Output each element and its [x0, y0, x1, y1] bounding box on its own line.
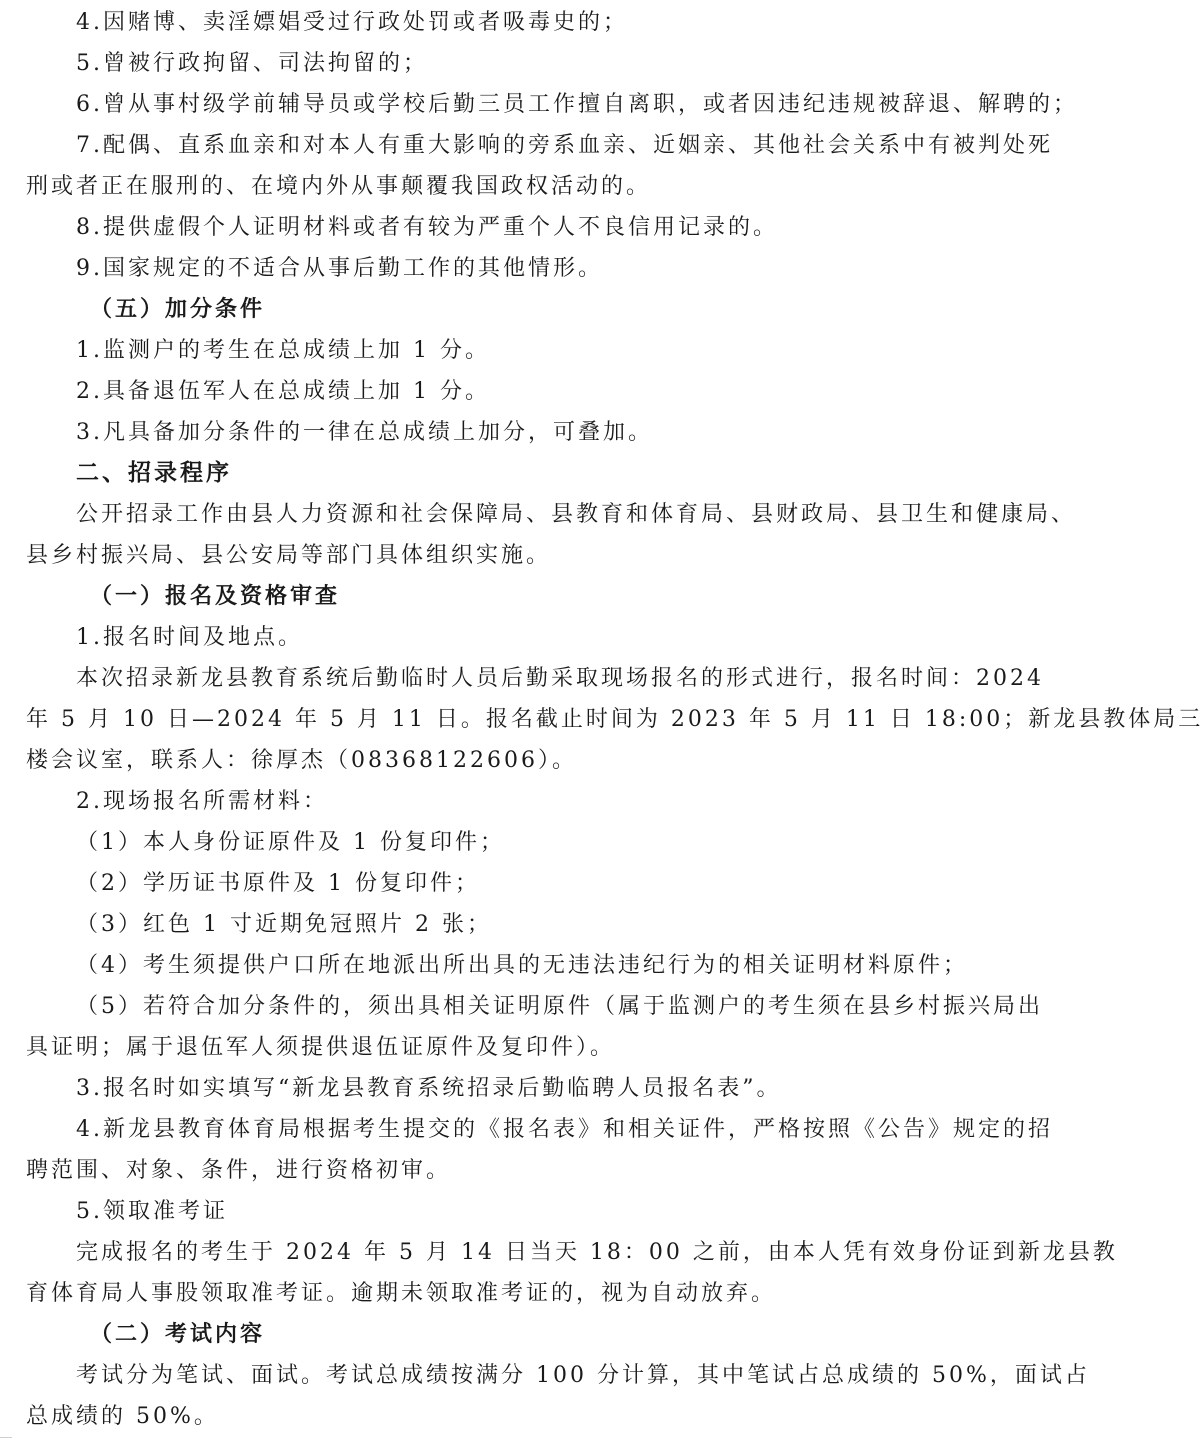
registration-time-line-3: 楼会议室，联系人：徐厚杰（08368122606）。 [26, 748, 577, 773]
registration-item-4-line-1: 4.新龙县教育体育局根据考生提交的《报名表》和相关证件，严格按照《公告》规定的招 [76, 1117, 1053, 1142]
page-edge-mark [0, 1437, 12, 1446]
registration-item-3: 3.报名时如实填写“新龙县教育系统招录后勤临聘人员报名表”。 [76, 1076, 782, 1101]
registration-item-1: 1.报名时间及地点。 [76, 625, 303, 650]
disqualification-item-8: 8.提供虚假个人证明材料或者有较为严重个人不良信用记录的。 [76, 215, 778, 240]
material-2: （2）学历证书原件及 1 份复印件； [76, 871, 480, 896]
exam-content-line-2: 总成绩的 50%。 [26, 1404, 219, 1429]
registration-item-4-line-2: 聘范围、对象、条件，进行资格初审。 [26, 1158, 452, 1183]
bonus-item-1: 1.监测户的考生在总成绩上加 1 分。 [76, 338, 490, 363]
material-3: （3）红色 1 寸近期免冠照片 2 张； [76, 912, 492, 937]
disqualification-item-7-line-2: 刑或者正在服刑的、在境内外从事颠覆我国政权活动的。 [26, 174, 652, 199]
material-5-line-2: 具证明；属于退伍军人须提供退伍证原件及复印件）。 [26, 1035, 616, 1060]
bonus-item-2: 2.具备退伍军人在总成绩上加 1 分。 [76, 379, 490, 404]
subsection-exam-heading: （二）考试内容 [90, 1322, 266, 1347]
material-1: （1）本人身份证原件及 1 份复印件； [76, 830, 505, 855]
disqualification-item-5: 5.曾被行政拘留、司法拘留的； [76, 51, 428, 76]
admission-ticket-line-2: 育体育局人事股领取准考证。逾期未领取准考证的，视为自动放弃。 [26, 1281, 777, 1306]
admission-ticket-line-1: 完成报名的考生于 2024 年 5 月 14 日当天 18：00 之前，由本人凭有效身份证到新龙县教 [76, 1240, 1118, 1265]
registration-item-2: 2.现场报名所需材料： [76, 789, 328, 814]
registration-time-line-1: 本次招录新龙县教育系统后勤临时人员后勤采取现场报名的形式进行，报名时间：2024 [76, 666, 1044, 691]
registration-time-line-2: 年 5 月 10 日—2024 年 5 月 11 日。报名截止时间为 2023 年 5 月 11 日 18:00；新龙县教体局三 [26, 707, 1203, 732]
part-2-intro-line-1: 公开招录工作由县人力资源和社会保障局、县教育和体育局、县财政局、县卫生和健康局、 [76, 502, 1077, 527]
part-2-heading: 二、招录程序 [76, 460, 232, 486]
registration-item-5: 5.领取准考证 [76, 1199, 228, 1224]
material-5-line-1: （5）若符合加分条件的，须出具相关证明原件（属于监测户的考生须在县乡村振兴局出 [76, 994, 1043, 1019]
part-2-intro-line-2: 县乡村振兴局、县公安局等部门具体组织实施。 [26, 543, 552, 568]
disqualification-item-6: 6.曾从事村级学前辅导员或学校后勤三员工作擅自离职，或者因违纪违规被辞退、解聘的； [76, 92, 1078, 117]
subsection-registration-heading: （一）报名及资格审查 [90, 584, 341, 609]
material-4: （4）考生须提供户口所在地派出所出具的无违法违纪行为的相关证明材料原件； [76, 953, 968, 978]
disqualification-item-9: 9.国家规定的不适合从事后勤工作的其他情形。 [76, 256, 603, 281]
bonus-item-3: 3.凡具备加分条件的一律在总成绩上加分，可叠加。 [76, 420, 653, 445]
exam-content-line-1: 考试分为笔试、面试。考试总成绩按满分 100 分计算，其中笔试占总成绩的 50%，面试占 [76, 1363, 1090, 1388]
disqualification-item-7-line-1: 7.配偶、直系血亲和对本人有重大影响的旁系血亲、近姻亲、其他社会关系中有被判处死 [76, 133, 1053, 158]
disqualification-item-4: 4.因赌博、卖淫嫖娼受过行政处罚或者吸毒史的； [76, 10, 628, 35]
section-bonus-heading: （五）加分条件 [90, 297, 266, 322]
